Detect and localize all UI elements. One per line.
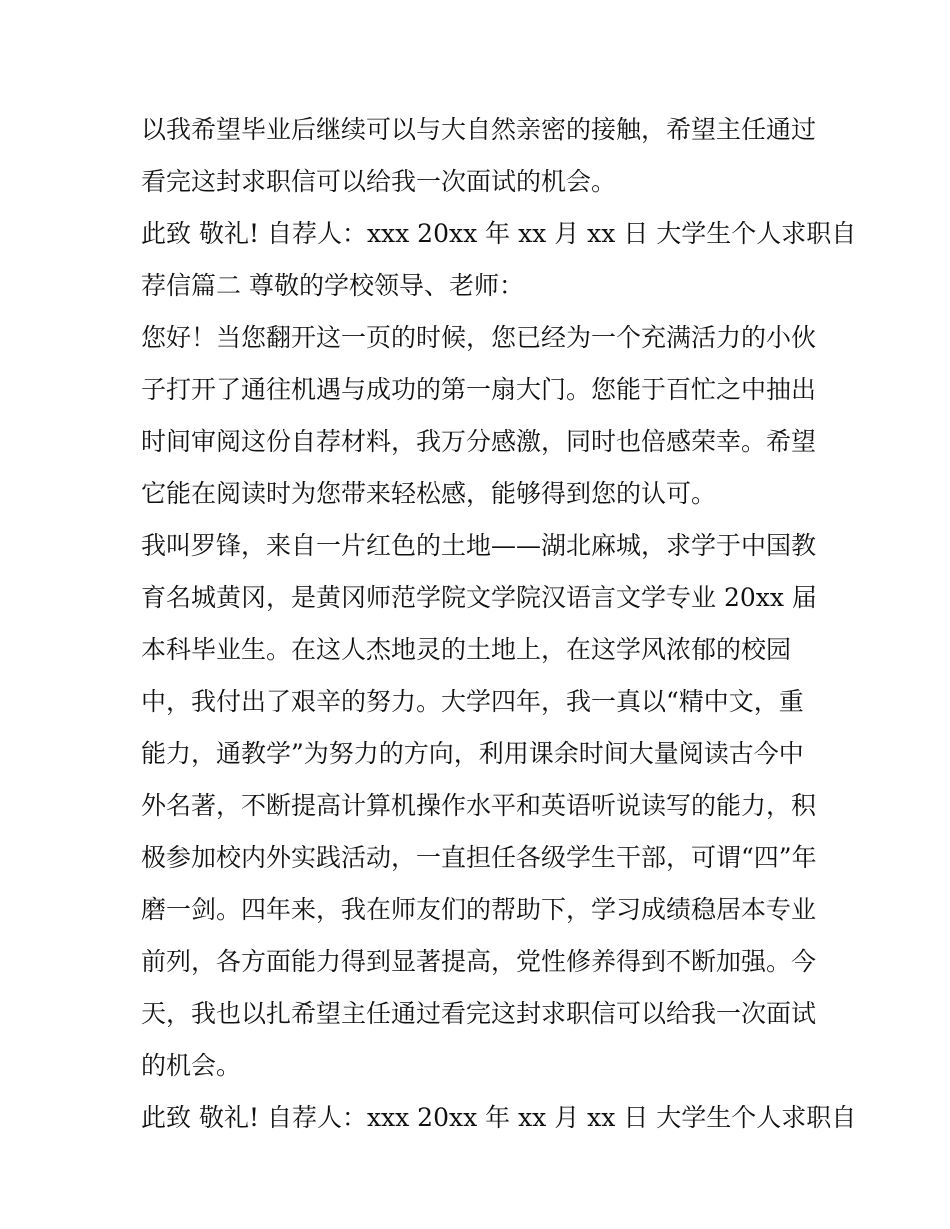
text-line: 本科毕业生。在这人杰地灵的土地上，在这学风浓郁的校园 xyxy=(141,635,792,664)
text-line: 以我希望毕业后继续可以与大自然亲密的接触，希望主任通过 xyxy=(141,115,817,144)
text-line: 您好！当您翻开这一页的时候，您已经为一个充满活力的小伙 xyxy=(141,323,817,352)
text-line: 天，我也以扎希望主任通过看完这封求职信可以给我一次面试 xyxy=(141,999,817,1028)
text-line: 此致 敬礼! 自荐人：xxx 20xx 年 xx 月 xx 日 大学生个人求职自 xyxy=(141,1103,857,1132)
document-body xyxy=(141,104,857,1144)
text-line: 中，我付出了艰辛的努力。大学四年，我一真以“精中文，重 xyxy=(141,687,804,716)
text-line: 前列，各方面能力得到显著提高，党性修养得到不断加强。今 xyxy=(141,947,817,976)
text-line: 磨一剑。四年来，我在师友们的帮助下，学习成绩稳居本专业 xyxy=(141,895,817,924)
text-line: 时间审阅这份自荐材料，我万分感激，同时也倍感荣幸。希望 xyxy=(141,427,817,456)
text-line: 我叫罗锋，来自一片红色的土地——湖北麻城，求学于中国教 xyxy=(141,531,817,560)
text-line: 它能在阅读时为您带来轻松感，能够得到您的认可。 xyxy=(141,479,717,508)
text-line: 能力，通教学”为努力的方向，利用课余时间大量阅读古今中 xyxy=(141,739,804,768)
text-line: 看完这封求职信可以给我一次面试的机会。 xyxy=(141,167,617,196)
text-line: 育名城黄冈，是黄冈师范学院文学院汉语言文学专业 20xx 届 xyxy=(141,583,817,612)
text-line: 外名著，不断提高计算机操作水平和英语听说读写的能力，积 xyxy=(141,791,817,820)
text-line: 荐信篇二 尊敬的学校领导、老师： xyxy=(141,271,524,300)
text-line: 极参加校内外实践活动，一直担任各级学生干部，可谓“四”年 xyxy=(141,843,817,872)
text-line: 子打开了通往机遇与成功的第一扇大门。您能于百忙之中抽出 xyxy=(141,375,817,404)
text-line: 的机会。 xyxy=(141,1051,242,1080)
text-line: 此致 敬礼! 自荐人：xxx 20xx 年 xx 月 xx 日 大学生个人求职自 xyxy=(141,219,857,248)
